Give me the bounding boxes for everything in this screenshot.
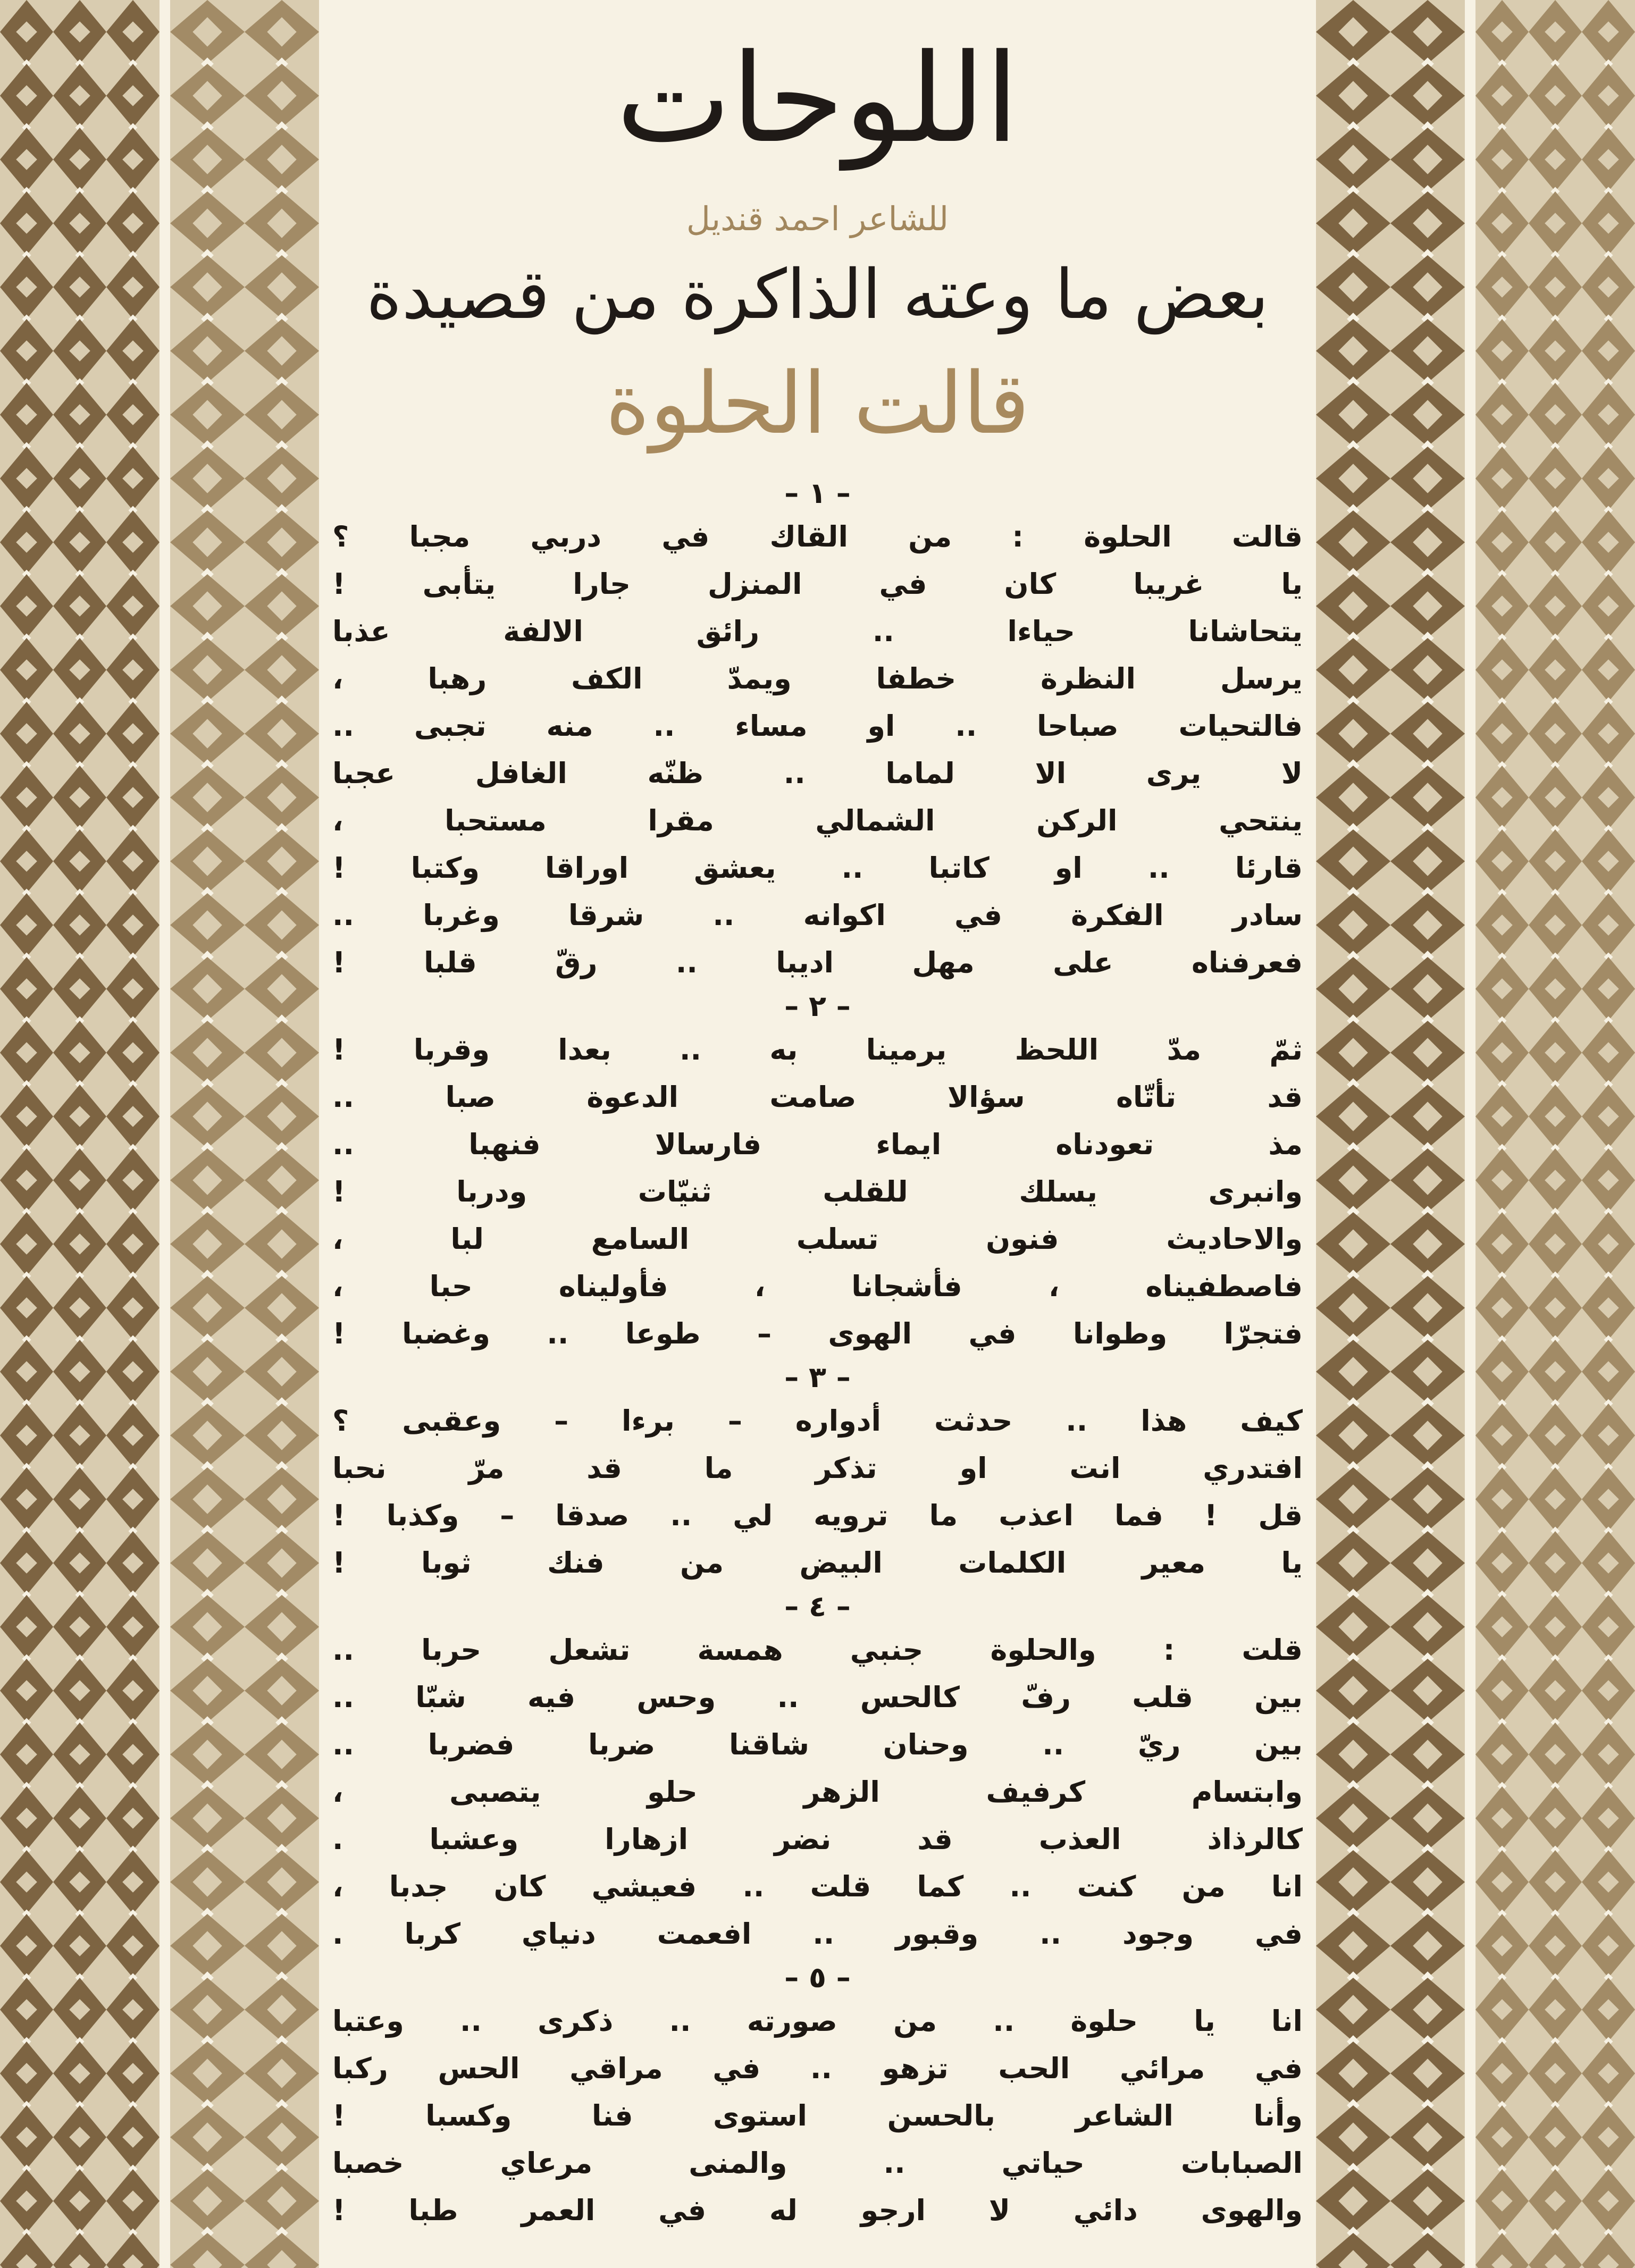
verse-line: قلت : والحلوة جنبي همسة تشعل حربا ..	[332, 1633, 1303, 1667]
verse-line: انا من كنت .. كما قلت .. فعيشي كان جدبا ،	[332, 1870, 1303, 1903]
border-right-outer	[1475, 0, 1635, 2268]
verse-line: لا يرى الا لماما .. ظنّه الغافل عجبا	[332, 757, 1303, 790]
geometric-border-pattern	[0, 0, 160, 2268]
verse-line: بين ريّ .. وحنان شاقنا ضربا فضربا ..	[332, 1728, 1303, 1761]
verse-line: والاحاديث فنون تسلب السامع لبا ،	[332, 1222, 1303, 1256]
verse-line: قالت الحلوة : من القاك في دربي مجبا ؟	[332, 520, 1303, 553]
section-marker: – ٥ –	[784, 1961, 851, 1994]
border-right-inner	[1316, 0, 1465, 2268]
verse-line: قارئا .. او كاتبا .. يعشق اوراقا وكتبا !	[332, 851, 1303, 885]
verse-line: سادر الفكرة في اكوانه .. شرقا وغربا ..	[332, 898, 1303, 932]
verse-line: ثمّ مدّ اللحظ يرمينا به .. بعدا وقربا !	[332, 1033, 1303, 1066]
section-marker: – ٣ –	[784, 1360, 851, 1394]
verse-line: قل ! فما اعذب ما ترويه لي .. صدقا – وكذبا !	[332, 1499, 1303, 1532]
page-title: اللوحات	[616, 28, 1019, 170]
verse-line: كالرذاذ العذب قد نضر ازهارا وعشبا .	[332, 1822, 1303, 1856]
verse-line: بين قلب رفّ كالحس .. وحس فيه شبّا ..	[332, 1681, 1303, 1714]
geometric-border-pattern	[1475, 0, 1635, 2268]
poem-page	[319, 0, 1316, 2268]
verse-line: فاصطفيناه ، فأشجانا ، فأوليناه حبا ،	[332, 1270, 1303, 1303]
geometric-border-pattern	[1316, 0, 1465, 2268]
verse-line: وانبرى يسلك للقلب ثنيّات ودربا !	[332, 1175, 1303, 1208]
border-left-inner	[170, 0, 319, 2268]
verse-line: يرسل النظرة خطفا ويمدّ الكف رهبا ،	[332, 662, 1303, 695]
verse-line: والهوى دائي لا ارجو له في العمر طبا !	[332, 2194, 1303, 2227]
verse-line: انا يا حلوة .. من صورته .. ذكرى .. وعتبا	[332, 2004, 1303, 2038]
verse-line: مذ تعودناه ايماء فارسالا فنهبا ..	[332, 1128, 1303, 1161]
verse-line: يا معير الكلمات البيض من فنك ثوبا !	[332, 1546, 1303, 1580]
verse-line: فالتحيات صباحا .. او مساء .. منه تجبى ..	[332, 709, 1303, 743]
verse-line: يتحاشانا حياءا .. رائق الالفة عذبا	[332, 615, 1303, 648]
section-marker: – ٢ –	[784, 989, 851, 1023]
verse-line: ينتحي الركن الشمالي مقرا مستحبا ،	[332, 804, 1303, 837]
verse-line: الصبابات حياتي .. والمنى مرعاي خصبا	[332, 2146, 1303, 2180]
verse-line: افتدري انت او تذكر ما قد مرّ نحبا	[332, 1451, 1303, 1485]
verse-line: في وجود .. وقبور .. افعمت دنياي كربا .	[332, 1917, 1303, 1951]
verse-line: وأنا الشاعر بالحسن استوى فنا وكسبا !	[332, 2099, 1303, 2132]
verse-line: فتجرّا وطوانا في الهوى – طوعا .. وغضبا !	[332, 1317, 1303, 1350]
verse-line: قد تأتّاه سؤالا صامت الدعوة صبا ..	[332, 1080, 1303, 1114]
section-marker: – ١ –	[784, 476, 851, 510]
geometric-border-pattern	[170, 0, 319, 2268]
verse-line: كيف هذا .. حدثت أدواره – برءا – وعقبى ؟	[332, 1404, 1303, 1438]
poem-title: قالت الحلوة	[605, 354, 1030, 453]
poem-body	[332, 473, 1303, 2234]
poet-byline: للشاعر احمد قنديل	[686, 199, 949, 238]
verse-line: في مرائي الحب تزهو .. في مراقي الحس ركبا	[332, 2052, 1303, 2085]
section-marker: – ٤ –	[784, 1590, 851, 1623]
page-subtitle: بعض ما وعته الذاكرة من قصيدة	[366, 255, 1269, 334]
verse-line: فعرفناه على مهل اديبا .. رقّ قلبا !	[332, 946, 1303, 979]
border-left-outer	[0, 0, 160, 2268]
verse-line: وابتسام كرفيف الزهر حلو يتصبى ،	[332, 1775, 1303, 1809]
verse-line: يا غريبا كان في المنزل جارا يتأبى !	[332, 567, 1303, 601]
